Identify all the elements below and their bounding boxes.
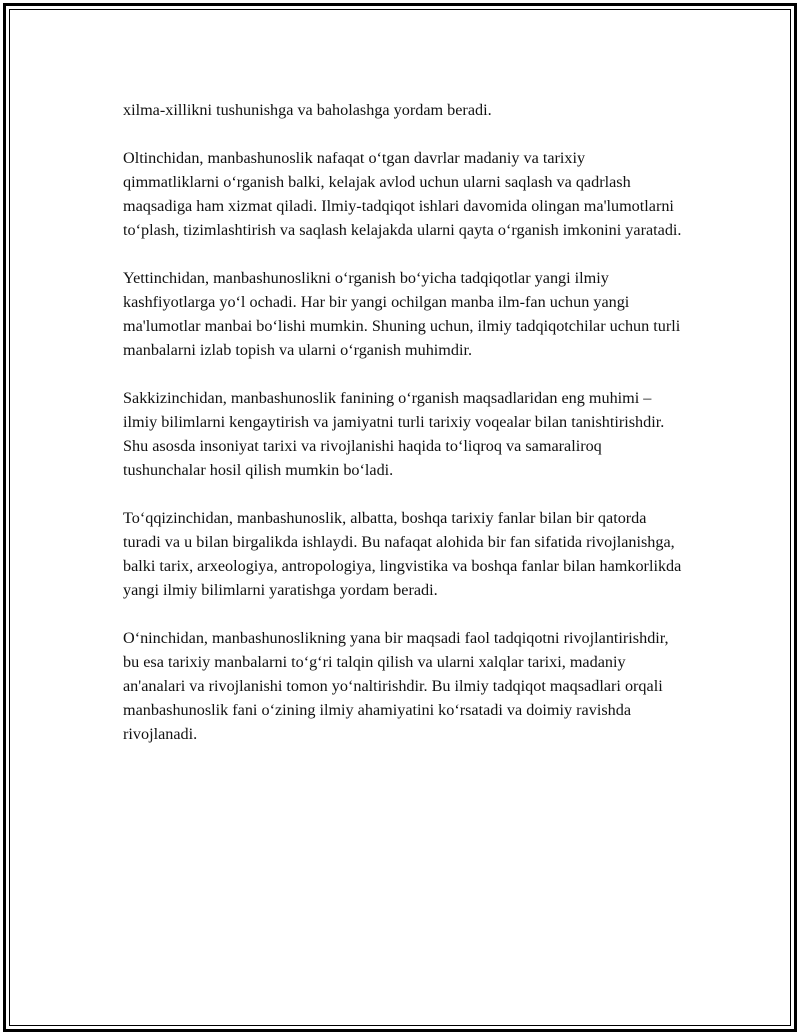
paragraph-toqqizinchidan: To‘qqizinchidan, manbashunoslik, albatta, boshqa tarixiy fanlar bilan bir qatorda turadi va u bilan birgalikda ishlaydi. Bu nafaqat alohida bir fan sifatida rivojlanishga, balki tarix, arxeologiya, antropologiya, lingvistika va boshqa fanlar bilan hamkorlikda yangi ilmiy bilimlarni yaratishga yordam beradi. [123, 509, 682, 599]
paragraph-yettinchidan: Yettinchidan, manbashunoslikni o‘rganish bo‘yicha tadqiqotlar yangi ilmiy kashfiyotlarga yo‘l ochadi. Har bir yangi ochilgan manba ilm-fan uchun yangi ma'lumotlar manbai bo‘lishi mumkin. Shuning uchun, ilmiy tadqiqotchilar uchun turli manbalarni izlab topish va ularni o‘rganish muhimdir. [123, 269, 681, 359]
paragraph-oltinchidan: Oltinchidan, manbashunoslik nafaqat o‘tgan davrlar madaniy va tarixiy qimmatliklarni o‘rganish balki, kelajak avlod uchun ularni saqlash va qadrlash maqsadiga ham xizmat qiladi. Ilmiy-tadqiqot ishlari davomida olingan ma'lumotlarni to‘plash, tizimlashtirish va saqlash kelajakda ularni qayta o‘rganish imkonini yaratadi. [123, 149, 682, 239]
page-frame [3, 3, 797, 1032]
document-body [123, 98, 683, 770]
paragraph-continuation: xilma-xillikni tushunishga va baholashga yordam beradi. [123, 101, 492, 119]
paragraph-oninchidan: O‘ninchidan, manbashunoslikning yana bir maqsadi faol tadqiqotni rivojlantirishdir, bu esa tarixiy manbalarni to‘g‘ri talqin qilish va ularni xalqlar tarixi, madaniy an'analari va rivojlanishi tomon yo‘naltirishdir. Bu ilmiy tadqiqot maqsadlari orqali manbashunoslik fani o‘zining ilmiy ahamiyatini ko‘rsatadi va doimiy ravishda rivojlanadi. [123, 629, 669, 743]
paragraph-sakkizinchidan: Sakkizinchidan, manbashunoslik fanining o‘rganish maqsadlaridan eng muhimi – ilmiy bilimlarni kengaytirish va jamiyatni turli tarixiy voqealar bilan tanishtirishdir. Shu asosda insoniyat tarixi va rivojlanishi haqida to‘liqroq va samaraliroq tushunchalar hosil qilish mumkin bo‘ladi. [123, 389, 665, 479]
